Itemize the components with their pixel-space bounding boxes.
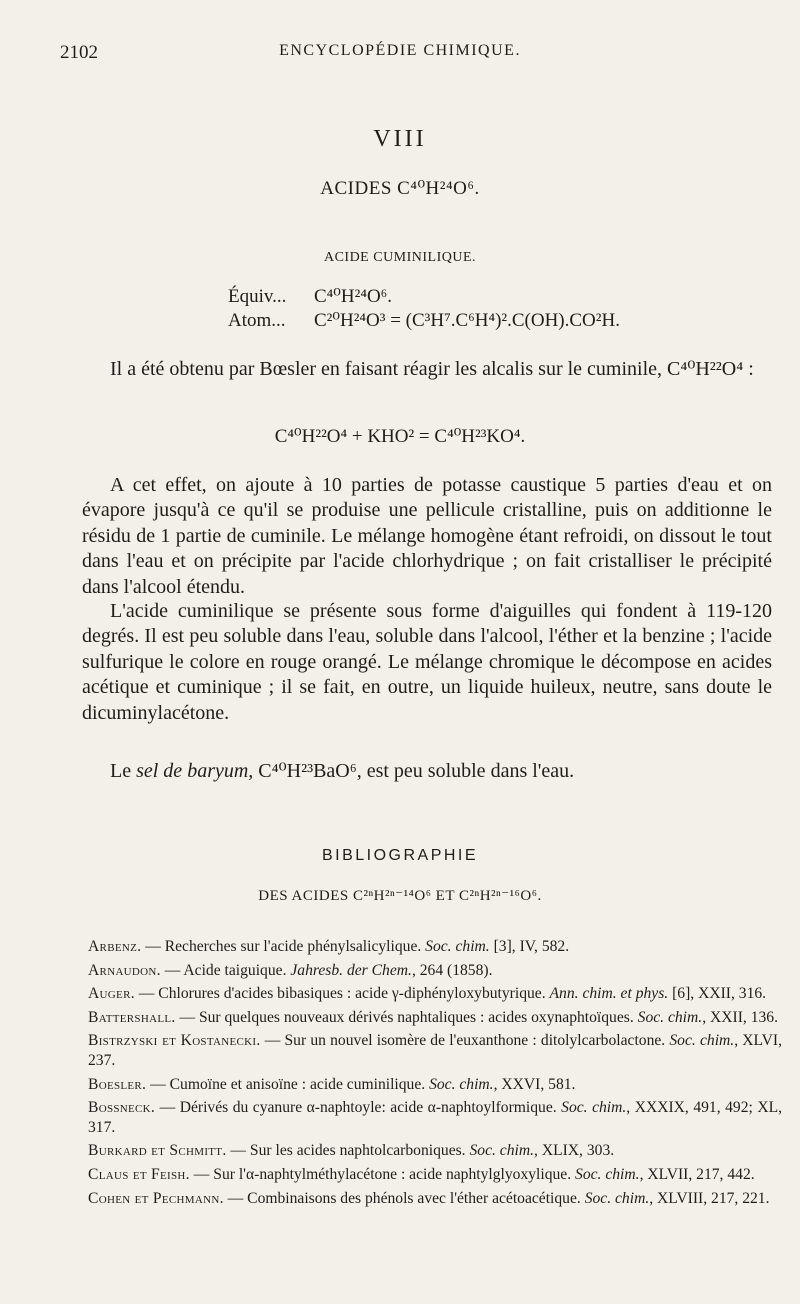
ref-author: Bistrzyski et Kostanecki.	[88, 1032, 261, 1050]
paragraph-intro	[82, 357, 772, 382]
paragraph-properties	[82, 599, 772, 726]
ref-title: — Sur l'α-naphtylméthylacétone : acide naphtylglyoxylique.	[189, 1165, 576, 1183]
ref-citation: , XLVII, 217, 442.	[639, 1165, 755, 1183]
ref-citation: , 264 (1858).	[411, 961, 493, 979]
ref-title: — Sur quelques nouveaux dérivés naphtaliques : acides oxynaphtoïques.	[175, 1008, 638, 1026]
bibliography-entry	[88, 1165, 782, 1185]
ref-author: Burkard et Schmitt.	[88, 1142, 227, 1160]
bibliography-entry	[88, 937, 782, 957]
equivalent-row	[228, 285, 392, 308]
atomic-value: C²⁰H²⁴O³ = (C³H⁷.C⁶H⁴)².C(OH).CO²H.	[314, 310, 620, 331]
bibliography-subtitle: DES ACIDES C²ⁿH²ⁿ⁻¹⁴O⁶ ET C²ⁿH²ⁿ⁻¹⁶O⁶.	[258, 888, 542, 904]
running-title: ENCYCLOPÉDIE CHIMIQUE.	[279, 42, 521, 59]
paragraph-preparation-text: A cet effet, on ajoute à 10 parties de potasse caustique 5 parties d'eau et on évapore jusqu'à ce qu'il se produise une pellicule cristalline, puis on additionne le résidu de 1 partie de cuminile. Le mélange homogène étant refroidi, on dissout le tout dans l'eau et on précipite par l'acide chlorhydrique ; on fait cristalliser le précipité dans l'alcool étendu.	[82, 474, 772, 598]
bibliography-title: BIBLIOGRAPHIE	[321, 847, 479, 864]
ref-journal: Soc. chim.	[637, 1008, 703, 1026]
ref-journal: Soc. chim.	[429, 1075, 494, 1093]
ref-journal: Soc. chim.	[669, 1032, 735, 1050]
ref-author: Auger.	[88, 985, 135, 1003]
bibliography-list	[88, 937, 782, 1212]
ref-title: — Dérivés du cyanure α-naphtoyle: acide α-naphtoylformique.	[155, 1099, 562, 1117]
ref-author: Battershall.	[88, 1008, 176, 1026]
ref-title: — Chlorures d'acides bibasiques : acide γ-diphényloxybutyrique.	[134, 985, 550, 1003]
ref-journal: Ann. chim. et phys.	[549, 985, 669, 1003]
ref-author: Boesler.	[88, 1075, 147, 1093]
ref-citation: , XXVI, 581.	[493, 1075, 576, 1093]
reaction-formula: C⁴⁰H²²O⁴ + KHO² = C⁴⁰H²³KO⁴.	[274, 426, 526, 447]
ref-author: Cohen et Pechmann.	[88, 1189, 224, 1207]
barium-suffix: C⁴⁰H²³BaO⁶, est peu soluble dans l'eau.	[253, 760, 575, 782]
subsection-heading: ACIDE CUMINILIQUE.	[323, 250, 477, 265]
ref-citation: , XXXIX, 491, 492; XL, 317.	[88, 1099, 782, 1136]
ref-journal: Soc. chim.	[561, 1099, 627, 1117]
paragraph-intro-text: Il a été obtenu par Bœsler en faisant réagir les alcalis sur le cuminile, C⁴⁰H²²O⁴ :	[110, 358, 754, 380]
barium-italic: sel de baryum,	[136, 760, 254, 782]
bibliography-entry	[88, 1075, 782, 1095]
ref-citation: , XLVIII, 217, 221.	[649, 1189, 770, 1207]
section-numeral: VIII	[373, 126, 427, 152]
bibliography-entry	[88, 1141, 782, 1161]
atomic-label: Atom...	[228, 310, 286, 331]
ref-author: Bossneck.	[88, 1099, 156, 1117]
bibliography-entry	[88, 1189, 782, 1209]
ref-author: Arbenz.	[88, 938, 142, 955]
ref-title: — Acide taiguique.	[160, 961, 291, 979]
ref-citation: , XLIX, 303.	[534, 1142, 615, 1160]
paragraph-barium-salt	[82, 759, 772, 784]
ref-author: Arnaudon.	[88, 961, 161, 979]
bibliography-entry	[88, 1098, 782, 1137]
bibliography-entry	[88, 1008, 782, 1028]
equivalent-label: Équiv...	[228, 286, 287, 307]
ref-title: — Recherches sur l'acide phénylsalicylique.	[141, 938, 426, 955]
ref-citation: , XLVI, 237.	[88, 1032, 782, 1069]
barium-prefix: Le	[110, 760, 137, 782]
ref-journal: Soc. chim.	[575, 1165, 640, 1183]
ref-journal: Soc. chim.	[584, 1189, 650, 1207]
ref-title: — Sur un nouvel isomère de l'euxanthone : ditolylcarbolactone.	[260, 1032, 670, 1050]
ref-author: Claus et Feish.	[88, 1165, 190, 1183]
running-head	[60, 42, 740, 66]
ref-title: — Sur les acides naphtolcarboniques.	[226, 1142, 470, 1160]
ref-journal: Jahresb. der Chem.	[290, 961, 412, 979]
ref-journal: Soc. chim.	[469, 1142, 535, 1160]
bibliography-entry	[88, 984, 782, 1004]
page-number: 2102	[60, 42, 98, 63]
ref-citation: [3], IV, 582.	[489, 938, 570, 955]
ref-citation: , XXII, 136.	[702, 1008, 778, 1026]
bibliography-entry	[88, 1031, 782, 1070]
ref-citation: [6], XXII, 316.	[668, 985, 767, 1003]
ref-title: — Combinaisons des phénols avec l'éther acétoacétique.	[223, 1189, 585, 1207]
bibliography-entry	[88, 961, 782, 981]
section-heading: ACIDES C⁴⁰H²⁴O⁶.	[320, 178, 480, 199]
equivalent-value: C⁴⁰H²⁴O⁶.	[314, 286, 393, 307]
paragraph-preparation	[82, 473, 772, 600]
atomic-row	[228, 309, 620, 332]
paragraph-properties-text: L'acide cuminilique se présente sous forme d'aiguilles qui fondent à 119-120 degrés. Il est peu soluble dans l'eau, soluble dans l'alcool, l'éther et la benzine ; l'acide sulfurique le colore en rouge orangé. Le mélange chromique le décompose en acides acétique et cuminique ; il se fait, en outre, un liquide huileux, neutre, sans doute le dicuminylacétone.	[82, 600, 772, 724]
ref-journal: Soc. chim.	[425, 938, 490, 955]
ref-title: — Cumoïne et anisoïne : acide cuminilique.	[146, 1075, 430, 1093]
